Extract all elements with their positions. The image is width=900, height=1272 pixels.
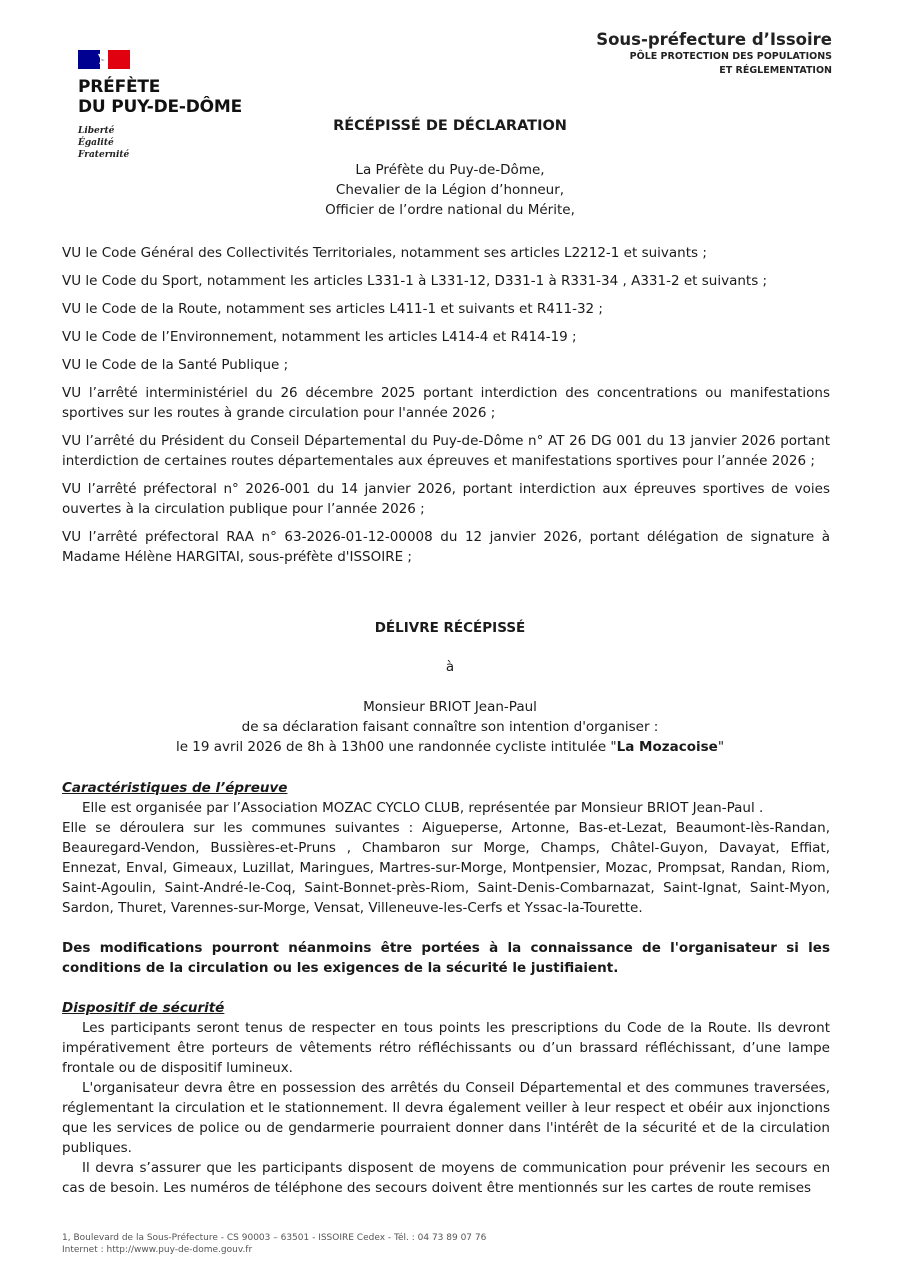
vu-clause: VU l’arrêté du Président du Conseil Départemental du Puy-de-Dôme n° AT 26 DG 001 du 13 janvier 2026 portant interdiction de certaines routes départementales aux épreuves et manifestations sportives pour l’année 2026 ;: [62, 433, 830, 469]
event-line-suffix: ": [717, 739, 725, 755]
service-sub-line2: ET RÉGLEMENTATION: [719, 65, 832, 76]
footer-address: 1, Boulevard de la Sous-Préfecture - CS 90003 – 63501 - ISSOIRE Cedex - Tél. : 04 73 89 07 76: [62, 1233, 487, 1243]
motto-egalite: Égalité: [78, 138, 114, 148]
motto-liberte: Liberté: [78, 126, 115, 136]
prefecture-logo: [78, 50, 258, 161]
vu-clause: VU l’arrêté interministériel du 26 décembre 2025 portant interdiction des concentrations ou manifestations sportives sur les routes à grande circulation pour l'année 2026 ;: [62, 385, 830, 421]
vu-clause: VU le Code de la Route, notamment ses articles L411-1 et suivants et R411-32 ;: [62, 301, 603, 317]
service-name: Sous-préfecture d’Issoire: [596, 30, 832, 49]
recipient-intent: de sa déclaration faisant connaître son intention d'organiser :: [241, 719, 659, 735]
section-title-caracteristiques: Caractéristiques de l’épreuve: [62, 780, 288, 796]
marianne-flag-icon: [78, 50, 130, 69]
a-word: à: [445, 659, 455, 675]
service-sub-line1: PÔLE PROTECTION DES POPULATIONS: [629, 51, 832, 62]
paragraph: Il devra s’assurer que les participants disposent de moyens de communication pour prévenir les secours en cas de besoin. Les numéros de téléphone des secours doivent être mentionnés sur les cartes de route remises: [62, 1160, 830, 1196]
vu-clause: VU le Code Général des Collectivités Territoriales, notamment ses articles L2212-1 et suivants ;: [62, 245, 707, 261]
authority-line: Chevalier de la Légion d’honneur,: [335, 182, 565, 198]
paragraph: Les participants seront tenus de respecter en tous points les prescriptions du Code de la Route. Ils devront impérativement être porteurs de vêtements rétro réfléchissants ou d’un brassard réfléchissant, d’une lampe frontale ou de dispositif lumineux.: [62, 1020, 830, 1076]
delivre-heading: DÉLIVRE RÉCÉPISSÉ: [374, 620, 526, 636]
modifications-notice: Des modifications pourront néanmoins être portées à la connaissance de l'organisateur si les conditions de la circulation ou les exigences de la sécurité le justifiaient.: [62, 940, 830, 976]
paragraph: Elle est organisée par l’Association MOZAC CYCLO CLUB, représentée par Monsieur BRIOT Jean-Paul .: [82, 800, 764, 816]
prefecture-title-line1: PRÉFÈTE: [78, 77, 161, 97]
vu-clause: VU le Code de la Santé Publique ;: [62, 357, 289, 373]
body-block: [62, 778, 830, 1198]
vu-clause: VU le Code de l’Environnement, notamment les articles L414-4 et R414-19 ;: [62, 329, 577, 345]
motto-fraternite: Fraternité: [78, 150, 130, 160]
recipient-name: Monsieur BRIOT Jean-Paul: [363, 699, 537, 715]
document-title: RÉCÉPISSÉ DE DÉCLARATION: [333, 118, 567, 134]
prefecture-title-line2: DU PUY-DE-DÔME: [78, 97, 243, 117]
authority-line: Officier de l’ordre national du Mérite,: [325, 202, 575, 218]
footer-website: Internet : http://www.puy-de-dome.gouv.fr: [62, 1245, 253, 1255]
paragraph: L'organisateur devra être en possession des arrêtés du Conseil Départemental et des communes traversées, réglementant la circulation et le stationnement. Il devra également veiller à leur respect et obéir aux injonctions que les services de police ou de gendarmerie pourraient donner dans l'intérêt de la sécurité et de la circulation publiques.: [62, 1080, 830, 1156]
vu-clauses: [62, 243, 830, 575]
authority-block: [0, 160, 900, 220]
footer: [62, 1232, 486, 1256]
event-name: La Mozacoise: [616, 739, 718, 755]
vu-clause: VU l’arrêté préfectoral n° 2026-001 du 14 janvier 2026, portant interdiction aux épreuves sportives de voies ouvertes à la circulation publique pour l’année 2026 ;: [62, 481, 830, 517]
vu-clause: VU l’arrêté préfectoral RAA n° 63-2026-01-12-00008 du 12 janvier 2026, portant délégation de signature à Madame Hélène HARGITAI, sous-préfète d'ISSOIRE ;: [62, 529, 830, 565]
prefecture-title: [78, 77, 258, 117]
recipient-block: [0, 697, 900, 757]
service-header: [596, 30, 832, 78]
vu-clause: VU le Code du Sport, notamment les articles L331-1 à L331-12, D331-1 à R331-34 , A331-2 et suivants ;: [62, 273, 768, 289]
event-line: [0, 737, 900, 757]
paragraph: Elle se déroulera sur les communes suivantes : Aigueperse, Artonne, Bas-et-Lezat, Beaumont-lès-Randan, Beauregard-Vendon, Bussières-et-Pruns , Chambaron sur Morge, Champs, Châtel-Guyon, Davayat, Effiat, Ennezat, Enval, Gimeaux, Luzillat, Maringues, Martres-sur-Morge, Montpensier, Mozac, Prompsat, Randan, Riom, Saint-Agoulin, Saint-André-le-Coq, Saint-Bonnet-près-Riom, Saint-Denis-Combarnazat, Saint-Ignat, Saint-Myon, Sardon, Thuret, Varennes-sur-Morge, Vensat, Villeneuve-les-Cerfs et Yssac-la-Tourette.: [62, 820, 830, 916]
authority-line: La Préfète du Puy-de-Dôme,: [355, 162, 545, 178]
section-title-securite: Dispositif de sécurité: [62, 1000, 225, 1016]
event-line-prefix: le 19 avril 2026 de 8h à 13h00 une randonnée cycliste intitulée ": [175, 739, 617, 755]
